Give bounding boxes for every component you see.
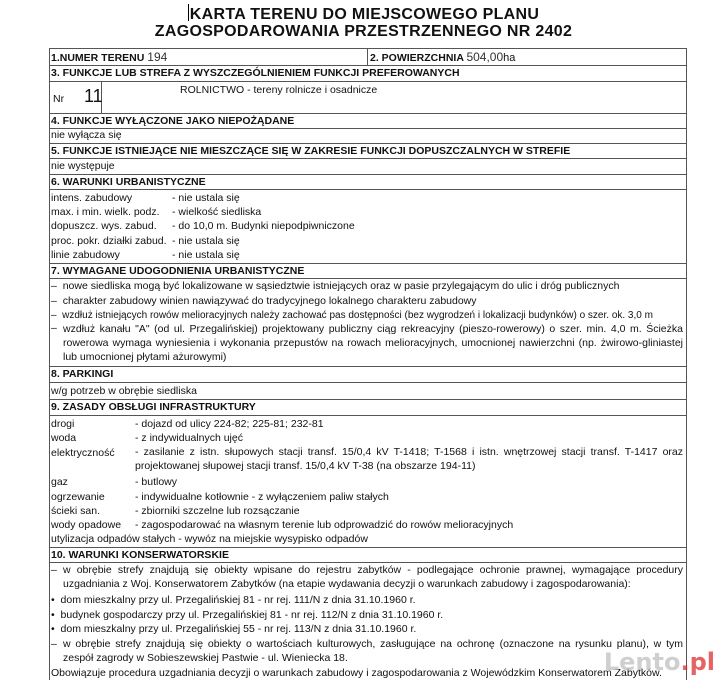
nr-label: Nr: [53, 93, 65, 105]
list-item: w obrębie strefy znajdują się obiekty o wartościach kulturowych, zasługujące na ochronę (oznaczone na rysunku planu), w tym zespół zagrody w Sobieszewskiej Pastwie - ul. Wieniecka 18.: [63, 638, 683, 664]
urban-row-value: - nie ustala się: [172, 235, 240, 247]
infra-row-key: ścieki san.: [51, 505, 101, 517]
function-text: ROLNICTWO - tereny rolnicze i osadnicze: [180, 84, 378, 96]
infra-row-key: gaz: [51, 476, 68, 488]
infra-row-value: - zasilanie z istn. słupowych stacji transf. 15/0,4 kV T-1418; T-1568 i istn. wnętrzowej stacji transf. T-1417 oraz projektowanej słupowej stacji transf. 15/0,4 kV T-38 (na obszarze 194-11): [135, 446, 683, 472]
urban-row-value: - nie ustala się: [172, 192, 240, 204]
urban-row-value: - do 10,0 m. Budynki niepodpiwniczone: [172, 220, 355, 232]
text-cursor: [188, 4, 189, 21]
section-3-label: 3. FUNKCJE LUB STREFA Z WYSZCZEGÓLNIENIEM FUNKCJI PREFEROWANYCH: [51, 67, 460, 79]
section-7-label: 7. WYMAGANE UDOGODNIENIA URBANISTYCZNE: [51, 265, 305, 277]
infra-row-value: - zbiorniki szczelne lub rozsączanie: [135, 505, 300, 517]
infra-row-value: - z indywidualnych ujęć: [135, 432, 243, 444]
list-item: • dom mieszkalny przy ul. Przegalińskiej 55 - nr rej. 113/N z dnia 31.10.1960 r.: [51, 623, 417, 635]
infra-row-key: woda: [51, 432, 77, 444]
list-item: • budynek gospodarczy przy ul. Przegalińskiej 81 - nr rej. 112/N z dnia 31.10.1960 r.: [51, 609, 444, 621]
infra-row-key: wody opadowe: [51, 519, 122, 531]
title-line-1: KARTA TERENU DO MIEJSCOWEGO PLANU: [189, 6, 540, 23]
list-item: – charakter zabudowy winien nawiązywać do tradycyjnego lokalnego charakteru zabudowy: [51, 295, 477, 307]
area-value: 504,00: [466, 50, 504, 64]
section-2-label: 2. POWIERZCHNIA 504,00ha: [370, 50, 516, 64]
list-item: wzdłuż kanału "A" (od ul. Przegalińskiej) projektowany publiczny ciąg rekreacyjny (pieszo-rowerowy) o szer. min. 4,0 m. Ścieżka rowerowa wymaga wyniesienia i wykonania przepustów na rowach melioracyjnych, umocnionej nawierzchni (np. żwirowo-gliniastej lub umocnionej płytami ażurowymi): [63, 323, 683, 363]
infra-row-value: - indywidualne kotłownie - z wyłączeniem paliw stałych: [135, 491, 389, 503]
urban-row-key: dopuszcz. wys. zabud.: [51, 220, 157, 232]
section-4-label: 4. FUNKCJE WYŁĄCZONE JAKO NIEPOŻĄDANE: [51, 115, 295, 127]
urban-row-key: intens. zabudowy: [51, 192, 133, 204]
closing-note: Obowiązuje procedura uzgadniania decyzji o warunkach zabudowy i zagospodarowania z Wojewódzkim Konserwatorem Zabytków.: [51, 667, 662, 679]
urban-row-value: - wielkość siedliska: [172, 206, 262, 218]
infra-row-key: utylizacja odpadów stałych - wywóz na miejskie wysypisko odpadów: [51, 533, 368, 545]
title-line-2: ZAGOSPODAROWANIA PRZESTRZENNEGO NR 2402: [154, 23, 573, 40]
infra-row-key: elektryczność: [51, 447, 115, 459]
list-item: • dom mieszkalny przy ul. Przegalińskiej 81 - nr rej. 111/N z dnia 31.10.1960 r.: [51, 594, 416, 606]
terrain-number: 194: [147, 50, 168, 64]
section-6-label: 6. WARUNKI URBANISTYCZNE: [51, 176, 206, 188]
urban-row-key: proc. pokr. działki zabud.: [51, 235, 167, 247]
list-item: w obrębie strefy znajdują się obiekty wpisane do rejestru zabytków - podlegające ochronie prawnej, wymagające procedury uzgadniania z Woj. Konserwatorem Zabytków (na etapie wydawania decyzji o warunkach zabudowy i zagospodarowania):: [63, 564, 683, 590]
infra-row-value: - butlowy: [135, 476, 178, 488]
infra-row-value: - zagospodarować na własnym terenie lub odprowadzić do rowów melioracyjnych: [135, 519, 514, 531]
nr-value: 11: [84, 86, 103, 106]
infra-row-key: drogi: [51, 418, 75, 430]
section-9-label: 9. ZASADY OBSŁUGI INFRASTRUKTURY: [51, 401, 256, 413]
urban-row-key: linie zabudowy: [51, 249, 120, 261]
urban-row-key: max. i min. wielk. podz.: [51, 206, 160, 218]
section-10-label: 10. WARUNKI KONSERWATORSKIE: [51, 549, 229, 561]
infra-row-key: ogrzewanie: [51, 491, 105, 503]
section-8-label: 8. PARKINGI: [51, 368, 114, 380]
section-8-text: w/g potrzeb w obrębie siedliska: [51, 385, 197, 397]
section-5-label: 5. FUNKCJE ISTNIEJĄCE NIE MIESZCZĄCE SIĘ W ZAKRESIE FUNKCJI DOPUSZCZALNYCH W STREFIE: [51, 145, 571, 157]
list-item: – nowe siedliska mogą być lokalizowane w sąsiedztwie istniejących oraz w pasie przylegającym do ulic i dróg publicznych: [51, 280, 620, 292]
urban-row-value: - nie ustala się: [172, 249, 240, 261]
section-4-text: nie wyłącza się: [51, 129, 122, 141]
section-1-label: 1.NUMER TERENU 194: [51, 50, 168, 64]
section-5-text: nie występuje: [51, 160, 115, 172]
watermark-logo: Lento.pl: [603, 648, 715, 676]
list-item: – wzdłuż istniejących rowów melioracyjnych należy zachować pas dostępności (bez wygrodzeń i lokalizacji budynków) o szer. ok. 3,0 m: [51, 310, 653, 321]
infra-row-value: - dojazd od ulicy 224-82; 225-81; 232-81: [135, 418, 324, 430]
